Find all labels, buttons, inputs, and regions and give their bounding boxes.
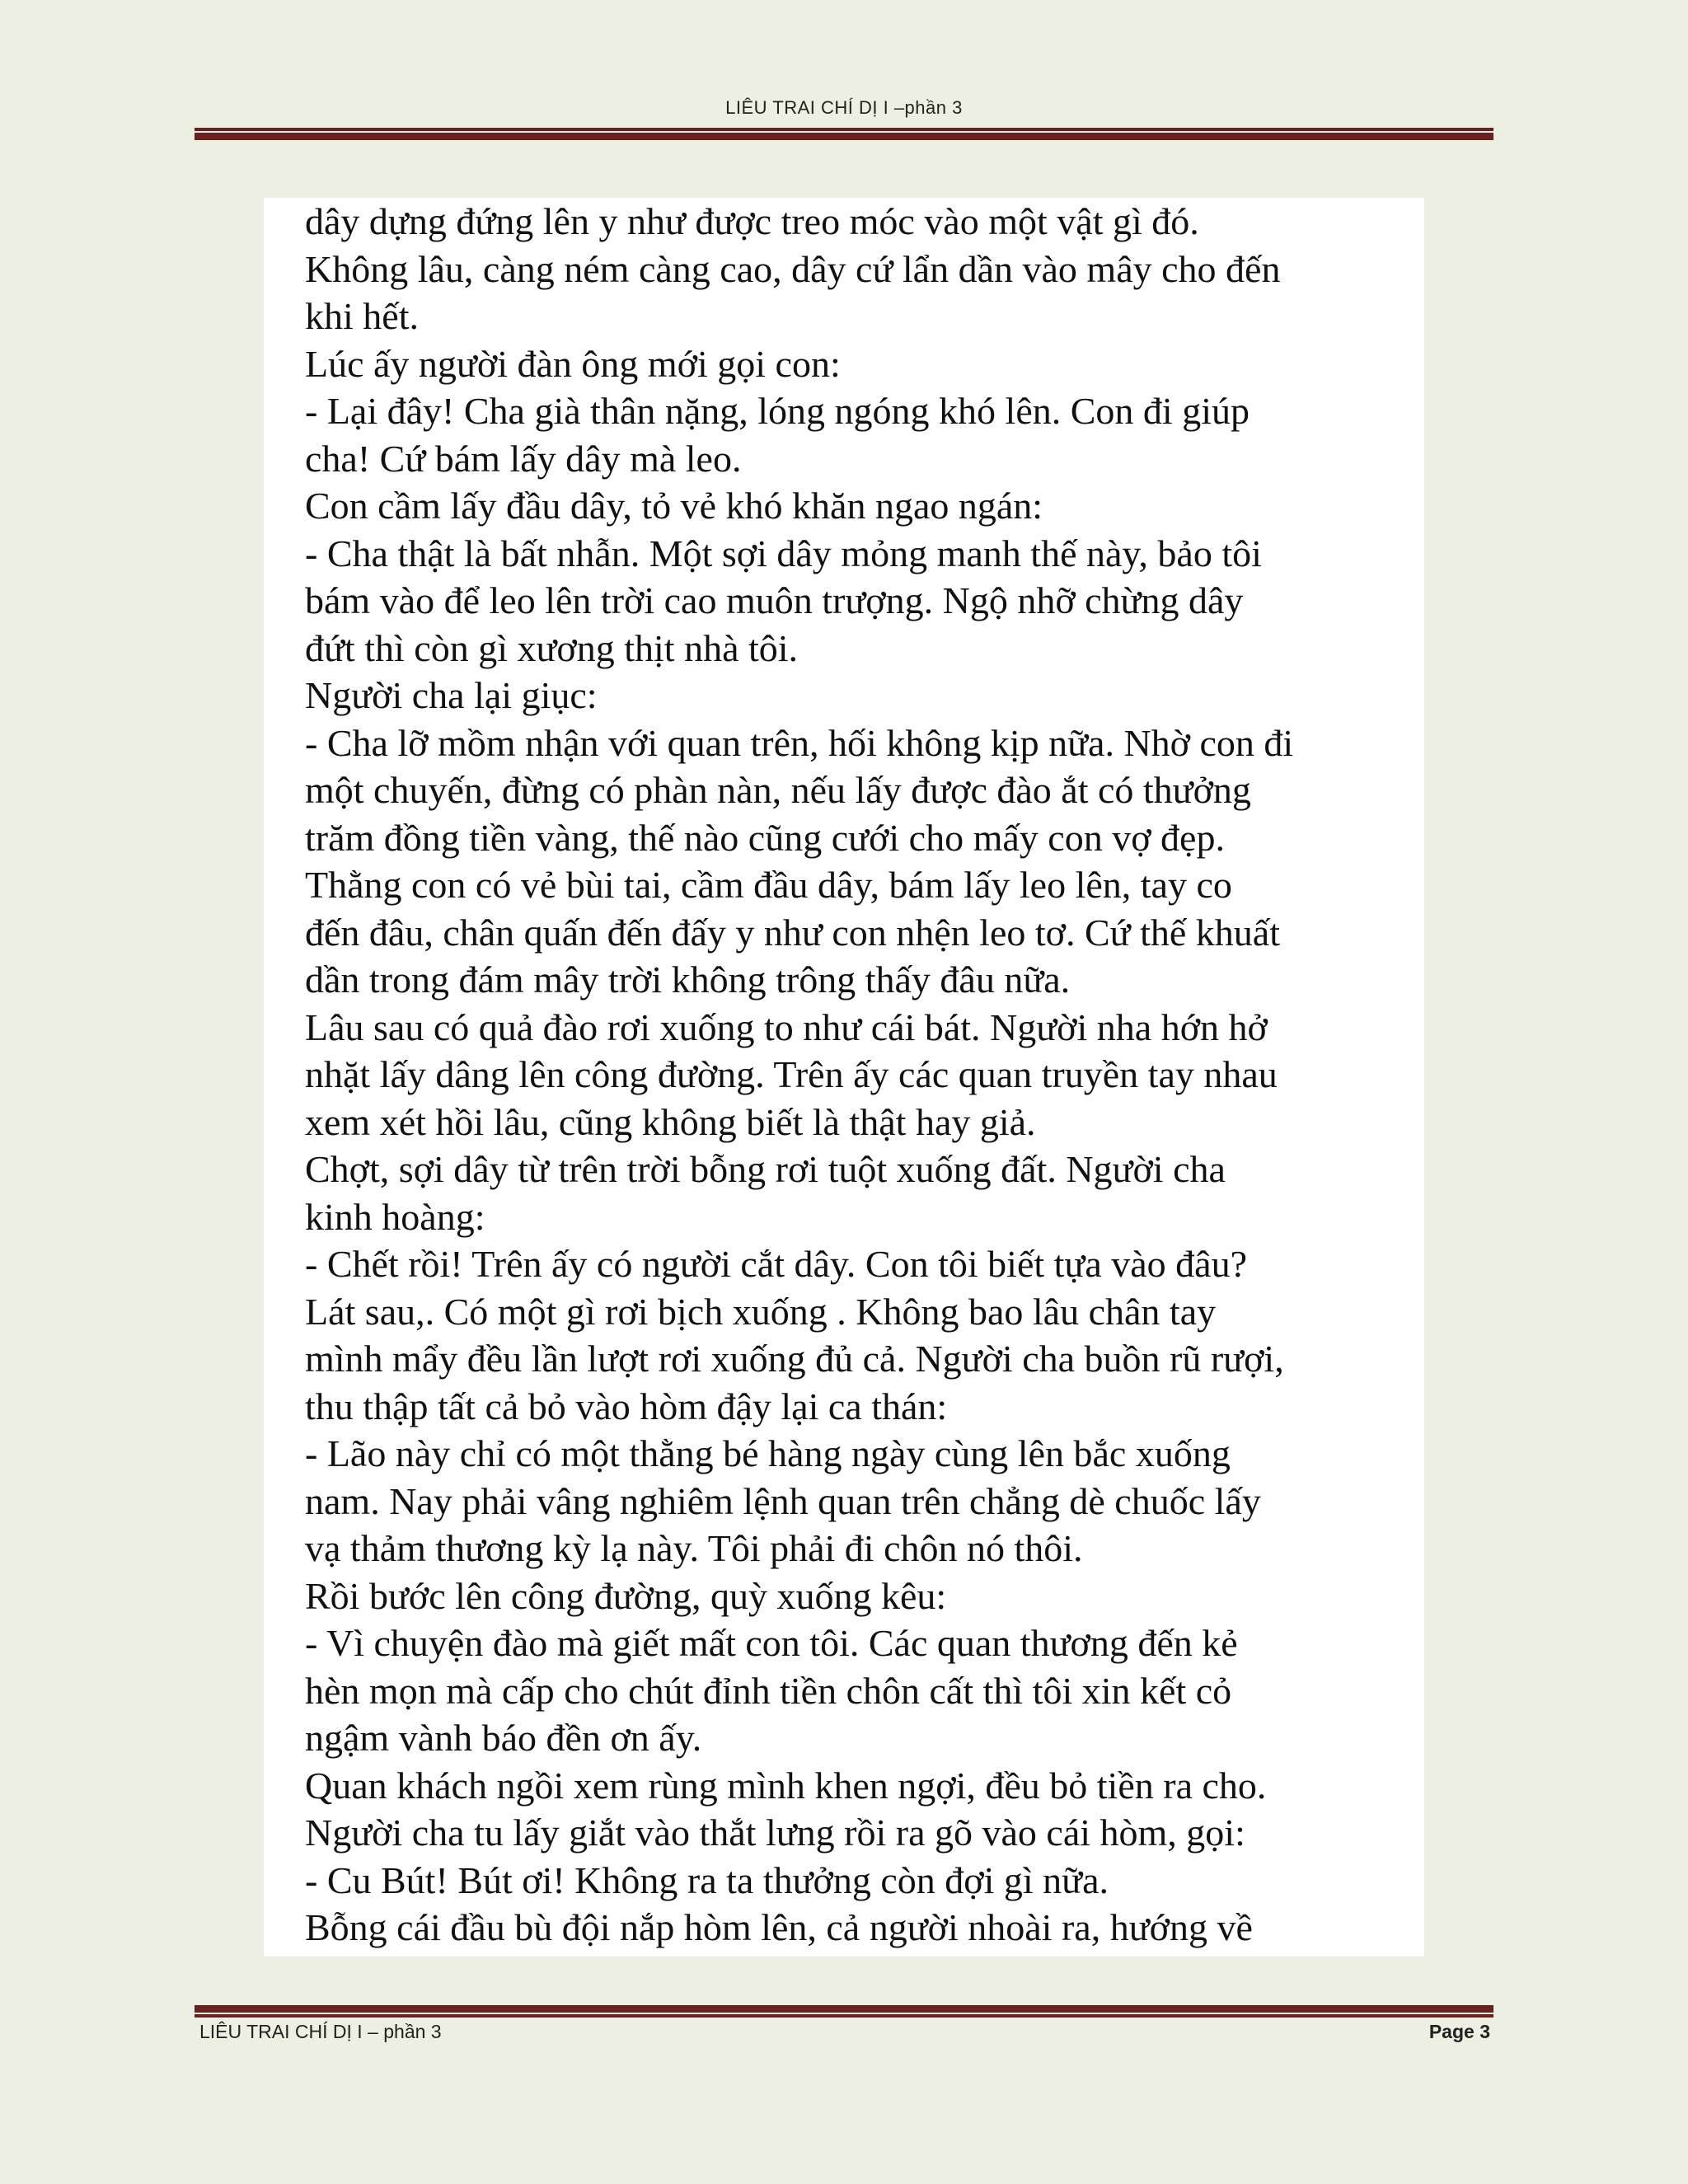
text-line: - Cha thật là bất nhẫn. Một sợi dây mỏng manh thế này, bảo tôi [305,532,1262,574]
text-line: Người cha tu lấy giắt vào thắt lưng rồi ra gõ vào cái hòm, gọi: [305,1811,1245,1854]
text-line: Người cha lại giục: [305,674,598,716]
page-header-title: LIÊU TRAI CHÍ DỊ I –phần 3 [725,97,963,118]
text-line: - Lão này chỉ có một thằng bé hàng ngày cùng lên bắc xuống [305,1432,1231,1474]
text-line: một chuyến, đừng có phàn nàn, nếu lấy được đào ắt có thưởng [305,769,1251,811]
text-line: bám vào để leo lên trời cao muôn trượng. Ngộ nhỡ chừng dây [305,579,1244,621]
text-line: Bỗng cái đầu bù đội nắp hòm lên, cả người nhoài ra, hướng về [305,1906,1253,1948]
header-rule-thin [195,128,1493,131]
text-line: hèn mọn mà cấp cho chút đỉnh tiền chôn cất thì tôi xin kết cỏ [305,1669,1232,1712]
text-line: - Lại đây! Cha già thân nặng, lóng ngóng khó lên. Con đi giúp [305,390,1250,432]
text-line: Lát sau,. Có một gì rơi bịch xuống . Không bao lâu chân tay [305,1290,1217,1333]
text-line: Lúc ấy người đàn ông mới gọi con: [305,342,841,385]
text-line: dần trong đám mây trời không trông thấy đâu nữa. [305,958,1071,1001]
text-line: - Chết rồi! Trên ấy có người cắt dây. Con tôi biết tựa vào đâu? [305,1243,1248,1285]
text-line: Con cầm lấy đầu dây, tỏ vẻ khó khăn ngao ngán: [305,485,1043,527]
text-line: đến đâu, chân quấn đến đấy y như con nhện leo tơ. Cứ thế khuất [305,911,1280,954]
footer-rule-thick [195,2005,1493,2013]
footer-rule-thin [195,2014,1493,2018]
text-line: nhặt lấy dâng lên công đường. Trên ấy các quan truyền tay nhau [305,1053,1278,1095]
text-line: khi hết. [305,295,419,337]
body-text [305,198,1418,1952]
page-number: Page 3 [1428,2021,1490,2042]
text-line: Quan khách ngồi xem rùng mình khen ngợi, đều bỏ tiền ra cho. [305,1764,1267,1807]
text-line: đứt thì còn gì xương thịt nhà tôi. [305,626,799,669]
text-line: thu thập tất cả bỏ vào hòm đậy lại ca thán: [305,1385,948,1427]
text-line: - Cha lỡ mồm nhận với quan trên, hối không kịp nữa. Nhờ con đi [305,721,1294,764]
text-line: dây dựng đứng lên y như được treo móc vào một vật gì đó. [305,200,1199,242]
text-line: Lâu sau có quả đào rơi xuống to như cái bát. Người nha hớn hở [305,1005,1268,1048]
text-line: cha! Cứ bám lấy dây mà leo. [305,437,742,480]
text-line: Thằng con có vẻ bùi tai, cầm đầu dây, bám lấy leo lên, tay co [305,864,1232,906]
text-line: - Cu Bút! Bút ơi! Không ra ta thưởng còn đợi gì nữa. [305,1858,1109,1901]
footer-title: LIÊU TRAI CHÍ DỊ I – phần 3 [199,2021,442,2042]
text-line: nam. Nay phải vâng nghiêm lệnh quan trên chẳng dè chuốc lấy [305,1479,1261,1522]
text-line: mình mẩy đều lần lượt rơi xuống đủ cả. Người cha buồn rũ rượi, [305,1338,1284,1380]
content-area [264,198,1424,1957]
text-line: kinh hoàng: [305,1195,485,1238]
text-line: Không lâu, càng ném càng cao, dây cứ lẩn dần vào mây cho đến [305,247,1281,290]
text-line: vạ thảm thương kỳ lạ này. Tôi phải đi chôn nó thôi. [305,1527,1083,1569]
text-line: Rồi bước lên công đường, quỳ xuống kêu: [305,1574,947,1617]
text-line: trăm đồng tiền vàng, thế nào cũng cưới cho mấy con vợ đẹp. [305,816,1225,859]
text-line: ngậm vành báo đền ơn ấy. [305,1717,702,1759]
text-line: Chợt, sợi dây từ trên trời bỗng rơi tuột xuống đất. Người cha [305,1148,1226,1190]
text-line: - Vì chuyện đào mà giết mất con tôi. Các quan thương đến kẻ [305,1622,1238,1664]
header-rule-thick [195,133,1493,140]
text-line: xem xét hồi lâu, cũng không biết là thật hay giả. [305,1100,1036,1143]
